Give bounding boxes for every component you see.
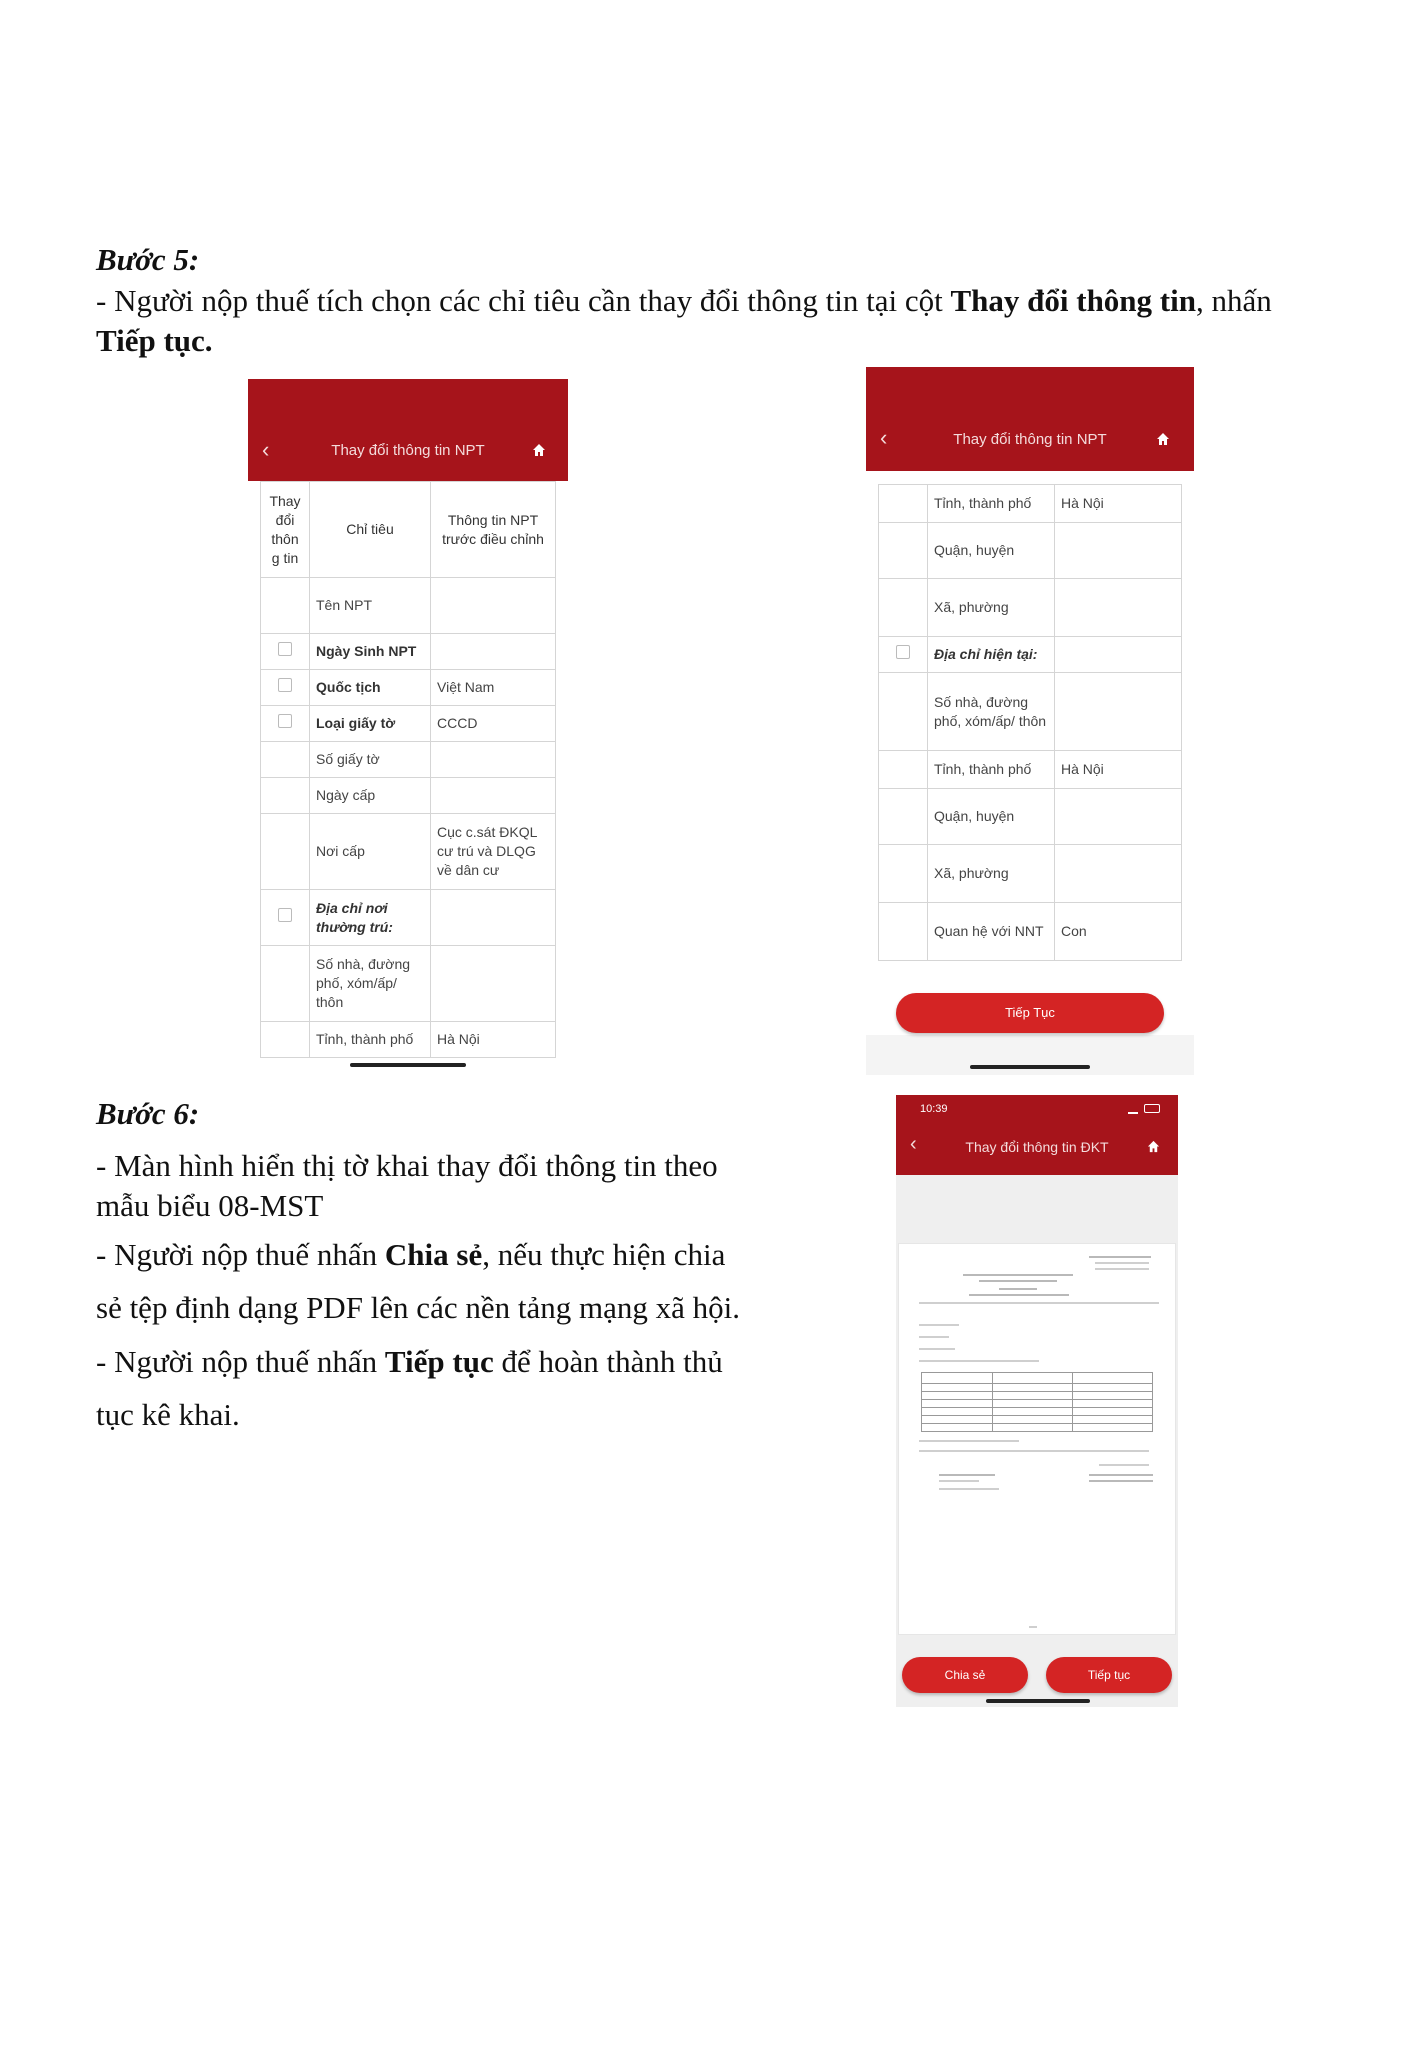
table-row: Nơi cấp Cục c.sát ĐKQL cư trú và DLQG về dân cư [261, 814, 556, 890]
screen-change-npt-info-2 [866, 367, 1194, 1075]
step6-title: Bước 6: [96, 1096, 200, 1131]
home-indicator [986, 1699, 1090, 1703]
screen-change-npt-info-1 [248, 379, 568, 1069]
signal-icon [1128, 1104, 1138, 1114]
table-row: Tỉnh, thành phố Hà Nội [879, 751, 1182, 789]
status-time: 10:39 [920, 1103, 948, 1115]
table-row: Quốc tịch Việt Nam [261, 670, 556, 706]
table-row: Số giấy tờ [261, 742, 556, 778]
declaration-pdf-preview[interactable] [898, 1243, 1176, 1635]
home-indicator [970, 1065, 1090, 1069]
share-button[interactable]: Chia sẻ [902, 1657, 1028, 1693]
checkbox[interactable] [278, 642, 292, 656]
app-header [248, 379, 568, 481]
table-row: Xã, phường [879, 845, 1182, 903]
table-row: Loại giấy tờ CCCD [261, 706, 556, 742]
checkbox[interactable] [278, 714, 292, 728]
back-icon[interactable]: ‹ [910, 1133, 917, 1155]
checkbox[interactable] [896, 645, 910, 659]
table-row: Xã, phường [879, 579, 1182, 637]
back-icon[interactable]: ‹ [880, 425, 888, 450]
home-icon[interactable] [1147, 1140, 1160, 1153]
step5-title: Bước 5: [96, 242, 200, 277]
table-row: Quan hệ với NNT Con [879, 903, 1182, 961]
table-row: Số nhà, đường phố, xóm/ấp/ thôn [879, 673, 1182, 751]
back-icon[interactable]: ‹ [262, 437, 270, 462]
table-row: Địa chỉ hiện tại: [879, 637, 1182, 673]
col-header-change: Thay đổi thôn g tin [261, 482, 310, 578]
table-row: Tỉnh, thành phố Hà Nội [261, 1022, 556, 1058]
battery-icon [1144, 1104, 1160, 1113]
screen-title: Thay đổi thông tin NPT [953, 431, 1107, 448]
col-header-indicator: Chỉ tiêu [310, 482, 431, 578]
table-row: Địa chỉ nơi thường trú: [261, 890, 556, 946]
info-table [260, 481, 556, 1058]
table-row: Số nhà, đường phố, xóm/ấp/ thôn [261, 946, 556, 1022]
col-header-previous: Thông tin NPT trước điều chỉnh [431, 482, 556, 578]
table-row: Tên NPT [261, 578, 556, 634]
table-row: Ngày cấp [261, 778, 556, 814]
screen-change-dkt-info [896, 1095, 1178, 1707]
step6-p3: - Người nộp thuế nhấn Tiếp tục để hoàn thành thủ tục kê khai. [96, 1344, 723, 1432]
step6-p1: - Màn hình hiển thị tờ khai thay đổi thông tin theo mẫu biểu 08-MST [96, 1148, 718, 1223]
screen-title: Thay đổi thông tin ĐKT [965, 1139, 1109, 1155]
home-icon[interactable] [1156, 432, 1170, 446]
checkbox[interactable] [278, 908, 292, 922]
continue-button[interactable]: Tiếp Tục [896, 993, 1164, 1033]
table-row: Quận, huyện [879, 789, 1182, 845]
table-row: Tỉnh, thành phố Hà Nội [879, 485, 1182, 523]
home-icon[interactable] [532, 443, 546, 457]
app-header [866, 367, 1194, 471]
checkbox[interactable] [278, 678, 292, 692]
table-row: Quận, huyện [879, 523, 1182, 579]
app-header [896, 1095, 1178, 1175]
step5-instruction: - Người nộp thuế tích chọn các chỉ tiêu cần thay đổi thông tin tại cột Thay đổi thông tin, nhấn Tiếp tục. [96, 283, 1272, 358]
step6-p2: - Người nộp thuế nhấn Chia sẻ, nếu thực hiện chia sẻ tệp định dạng PDF lên các nền tảng mạng xã hội. [96, 1237, 740, 1325]
home-indicator [350, 1063, 466, 1067]
table-row: Ngày Sinh NPT [261, 634, 556, 670]
continue-button[interactable]: Tiếp tục [1046, 1657, 1172, 1693]
screen-title: Thay đổi thông tin NPT [331, 442, 485, 459]
info-table [878, 484, 1182, 961]
